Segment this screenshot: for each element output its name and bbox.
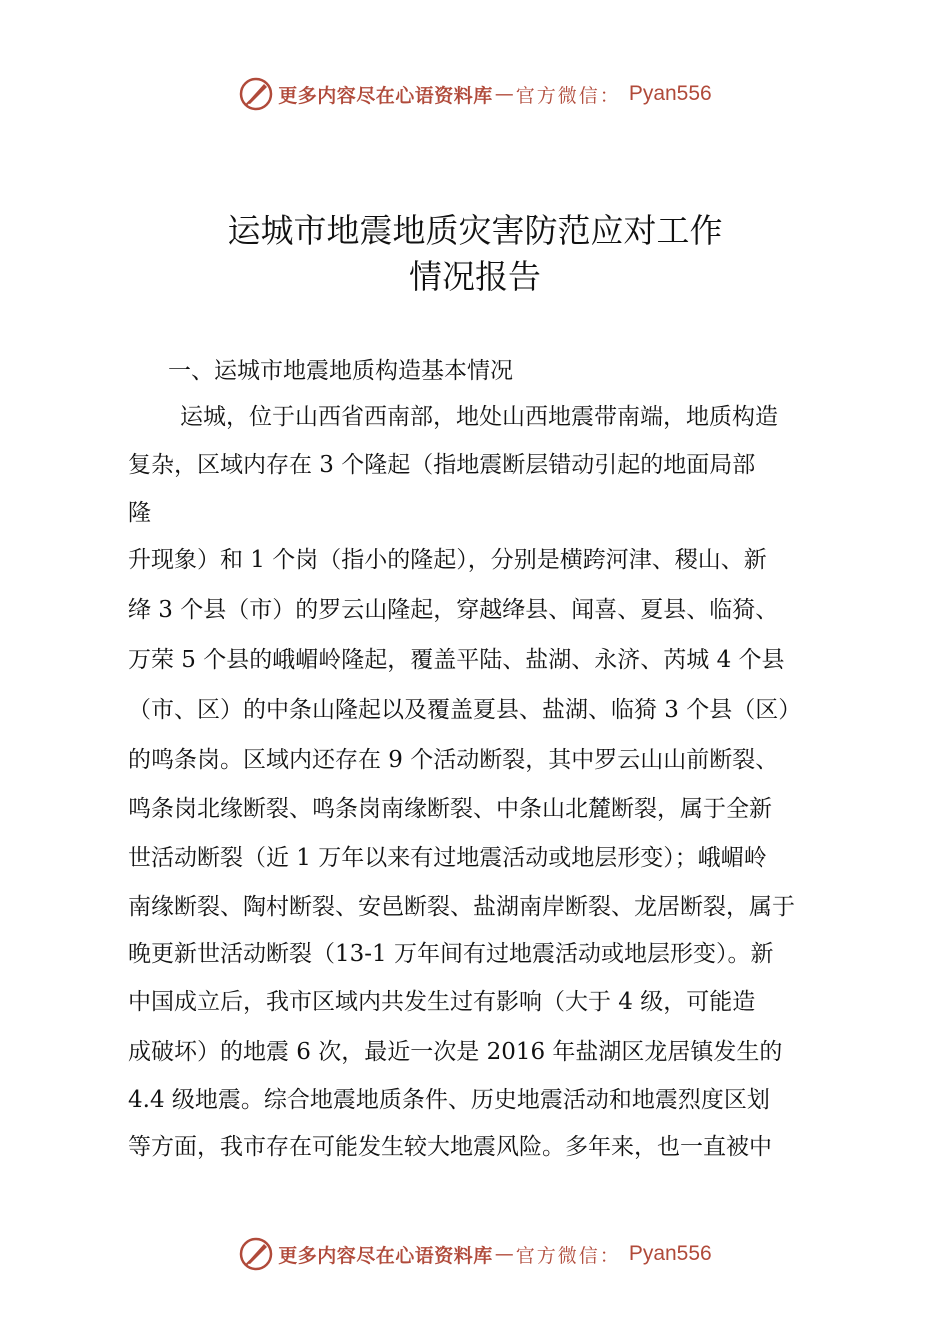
body-line: 南缘断裂、陶村断裂、安邑断裂、盐湖南岸断裂、龙居断裂，属于 [128, 894, 795, 920]
section-1-heading: 一、运城市地震地质构造基本情况 [168, 358, 513, 384]
body-line: 鸣条岗北缘断裂、鸣条岗南缘断裂、中条山北麓断裂，属于全新 [128, 796, 772, 822]
header-watermark [0, 74, 950, 114]
quill-logo-icon [238, 76, 274, 112]
body-line: 世活动断裂（近 1 万年以来有过地震活动或地层形变）；峨嵋岭 [128, 845, 767, 871]
document-title-line-2: 情况报告 [409, 257, 541, 296]
watermark-brand-text: 更多内容尽在心语资料库 [278, 84, 493, 107]
watermark-brand-text: 更多内容尽在心语资料库 [278, 1244, 493, 1267]
footer-watermark [0, 1234, 950, 1274]
watermark-contact-id: Pyan556 [628, 82, 712, 105]
watermark-contact-id: Pyan556 [628, 1242, 712, 1265]
body-line: （市、区）的中条山隆起以及覆盖夏县、盐湖、临猗 3 个县（区） [128, 697, 802, 723]
watermark-separator: — [494, 83, 514, 105]
body-line: 隆 [128, 500, 151, 526]
document-title-line-1: 运城市地震地质灾害防范应对工作 [227, 211, 723, 250]
body-line: 升现象）和 1 个岗（指小的隆起），分别是横跨河津、稷山、新 [128, 547, 767, 573]
quill-logo-icon [238, 1236, 274, 1272]
body-line: 万荣 5 个县的峨嵋岭隆起，覆盖平陆、盐湖、永济、芮城 4 个县 [128, 647, 785, 673]
body-line: 等方面，我市存在可能发生较大地震风险。多年来，也一直被中 [128, 1134, 772, 1160]
body-line: 绛 3 个县（市）的罗云山隆起，穿越绛县、闻喜、夏县、临猗、 [128, 597, 779, 623]
body-line: 的鸣条岗。区域内还存在 9 个活动断裂，其中罗云山山前断裂、 [128, 747, 779, 773]
watermark-separator: — [494, 1243, 514, 1265]
body-line: 中国成立后，我市区域内共发生过有影响（大于 4 级，可能造 [128, 989, 756, 1015]
watermark-contact-label: 官方微信： [515, 1244, 621, 1267]
body-line: 运城，位于山西省西南部，地处山西地震带南端，地质构造 [180, 404, 778, 430]
body-line: 成破坏）的地震 6 次，最近一次是 2016 年盐湖区龙居镇发生的 [128, 1039, 783, 1065]
body-line: 复杂，区域内存在 3 个隆起（指地震断层错动引起的地面局部 [128, 452, 756, 478]
watermark-contact-label: 官方微信： [515, 84, 621, 107]
body-line: 4.4 级地震。综合地震地质条件、历史地震活动和地震烈度区划 [128, 1087, 770, 1113]
body-line: 晚更新世活动断裂（13-1 万年间有过地震活动或地层形变）。新 [128, 941, 774, 967]
